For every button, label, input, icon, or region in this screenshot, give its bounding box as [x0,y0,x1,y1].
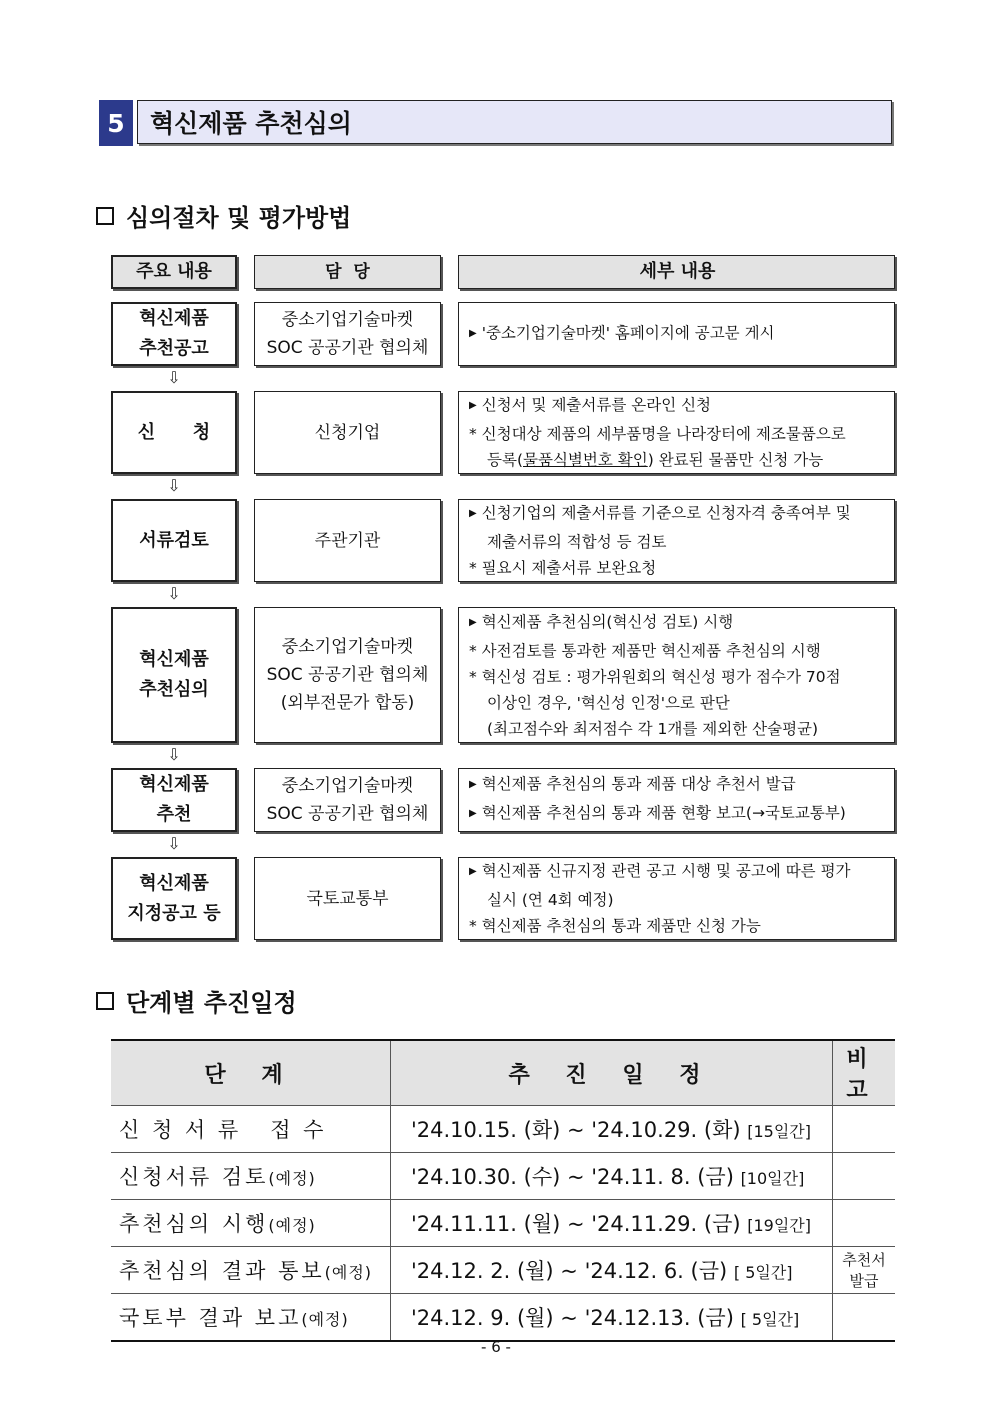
flow-detail-line [469,392,886,421]
schedule-header-remark: 비 고 [833,1040,896,1106]
schedule-date-cell [391,1153,833,1200]
schedule-date-text: '24.10.15. (화) ~ '24.10.29. (화) [411,1118,748,1142]
flow-owner-box [254,857,441,940]
schedule-header-row [111,1040,895,1106]
detail-text: * 필요시 제출서류 보완요청 [469,559,657,577]
flow-owner-line: SOC 공공기관 협의체 [266,665,429,685]
detail-text: 혁신제품 신규지정 관련 공고 시행 및 공고에 따른 평가 [481,862,851,880]
detail-text: * 혁신제품 추천심의 통과 제품만 신청 가능 [469,917,761,935]
schedule-stage-note: (예정) [301,1310,349,1329]
checkbox-square-icon [96,992,114,1010]
bullet-triangle-icon: ▶ [469,779,477,790]
flow-stage-box [111,499,237,582]
schedule-duration-text: [ 5일간] [740,1310,800,1329]
down-arrow-icon: ⇩ [167,584,181,603]
schedule-stage-cell [111,1153,391,1200]
flow-detail-line [469,690,886,716]
flow-detail-box [458,768,895,832]
detail-text: 실시 (연 4회 예정) [487,891,614,909]
schedule-date-text: '24.10.30. (수) ~ '24.11. 8. (금) [411,1165,741,1189]
schedule-stage-text: 국토부 결과 보고 [119,1306,302,1330]
flow-owner-line: 중소기업기술마켓 [281,310,414,330]
flow-detail-line [469,800,886,829]
flow-stage-line: 추천 [156,804,192,825]
detail-text: 신청서 및 제출서류를 온라인 신청 [481,396,712,414]
schedule-header-date: 추 진 일 정 [391,1040,833,1106]
detail-text: * 신청대상 제품의 세부품명을 나라장터에 제조물품으로 [469,425,846,443]
schedule-date-cell [391,1106,833,1153]
schedule-date-cell [391,1294,833,1342]
flow-detail-line [469,447,886,473]
schedule-table [111,1039,895,1342]
schedule-remark-cell [833,1200,896,1247]
detail-text: * 혁신성 검토 : 평가위원회의 혁신성 평가 점수가 70점 [469,667,841,686]
schedule-duration-text: [10일간] [740,1169,805,1188]
bullet-triangle-icon: ▶ [469,400,477,411]
page-number: - 6 - [481,1338,511,1356]
flow-stage-line: 지정공고 등 [127,902,221,924]
schedule-stage-note: (예정) [268,1169,316,1188]
flow-stage-line: 혁신제품 [139,872,209,894]
flow-detail-box [458,391,895,474]
subheading-procedure [96,198,351,233]
flow-header-main: 주요 내용 [111,255,237,289]
flow-stage-line: 추천심의 [139,679,209,700]
detail-text: '중소기업기술마켓' 홈페이지에 공고문 게시 [481,323,775,342]
schedule-header-stage: 단 계 [111,1040,391,1106]
schedule-row [111,1247,895,1294]
down-arrow-icon: ⇩ [167,476,181,495]
flow-detail-line [469,500,886,529]
section-number: 5 [99,100,133,146]
schedule-stage-text: 추천심의 시행 [119,1212,269,1236]
flow-detail-box [458,499,895,582]
down-arrow-icon: ⇩ [167,368,181,387]
schedule-stage-note: (예정) [268,1216,316,1235]
down-arrow-icon: ⇩ [167,834,181,853]
bullet-triangle-icon: ▶ [469,866,477,877]
flow-detail-line [469,638,886,664]
schedule-remark-cell [833,1153,896,1200]
flow-detail-line [469,421,886,447]
schedule-date-text: '24.12. 9. (월) ~ '24.12.13. (금) [411,1306,741,1330]
bullet-triangle-icon: ▶ [469,808,477,819]
subheading-schedule [96,983,297,1018]
flow-stage-box [111,302,237,366]
flow-stage-line: 신 청 [137,421,211,443]
schedule-duration-text: [ 5일간] [733,1263,793,1282]
schedule-stage-text: 신 청 서 류 접 수 [119,1118,327,1142]
flow-detail-line [469,858,886,887]
schedule-row [111,1200,895,1247]
schedule-stage-text: 추천심의 결과 통보 [119,1259,325,1283]
schedule-duration-text: [15일간] [747,1122,812,1141]
detail-text: 제출서류의 적합성 등 검토 [487,533,667,551]
schedule-stage-cell [111,1247,391,1294]
flow-stage-line: 혁신제품 [139,649,209,670]
flow-stage-line: 혁신제품 [139,308,209,329]
schedule-row [111,1106,895,1153]
flow-owner-line: 국토교통부 [306,888,389,909]
flow-owner-box [254,302,441,366]
detail-text: 혁신제품 추천심의 통과 제품 현황 보고(→국토교통부) [481,804,846,822]
detail-text: 신청기업의 제출서류를 기준으로 신청자격 충족여부 및 [481,504,851,522]
flow-owner-box [254,499,441,582]
flow-detail-line [469,320,886,349]
flow-stage-line: 서류검토 [139,529,209,551]
flow-owner-line: SOC 공공기관 협의체 [266,338,429,358]
flow-owner-box [254,768,441,832]
schedule-remark-cell: 추천서 발급 [833,1247,896,1294]
flow-owner-line: SOC 공공기관 협의체 [266,804,429,824]
section-title: 혁신제품 추천심의 [137,100,892,144]
schedule-remark-cell [833,1294,896,1342]
flow-stage-box [111,607,237,743]
flow-owner-line: 주관기관 [314,530,381,551]
flow-detail-line [469,609,886,638]
detail-text: ) 완료된 물품만 신청 가능 [647,451,824,469]
schedule-duration-text: [19일간] [747,1216,812,1235]
flow-detail-line [469,555,886,581]
flow-owner-line: (외부전문가 합동) [280,693,415,713]
flow-header-detail: 세부 내용 [458,255,895,289]
detail-text: 혁신제품 추천심의 통과 제품 대상 추천서 발급 [481,775,796,793]
bullet-triangle-icon: ▶ [469,327,477,339]
flow-owner-box [254,607,441,743]
flow-stage-box [111,768,237,832]
flow-detail-line [469,771,886,800]
flow-detail-box [458,302,895,366]
down-arrow-icon: ⇩ [167,745,181,764]
schedule-stage-text: 신청서류 검토 [119,1165,269,1189]
detail-underlined-text: 물품식별번호 확인 [523,451,648,469]
flow-owner-line: 중소기업기술마켓 [281,637,414,657]
schedule-row [111,1153,895,1200]
schedule-date-text: '24.11.11. (월) ~ '24.11.29. (금) [411,1212,748,1236]
flow-detail-line [469,529,886,555]
flow-stage-box [111,857,237,940]
flow-detail-box [458,857,895,940]
detail-text: * 사전검토를 통과한 제품만 혁신제품 추천심의 시행 [469,641,821,660]
flow-stage-box [111,391,237,474]
flow-detail-line [469,887,886,913]
subheading-text: 심의절차 및 평가방법 [126,203,352,232]
schedule-stage-note: (예정) [324,1263,373,1282]
checkbox-square-icon [96,207,114,225]
schedule-date-text: '24.12. 2. (월) ~ '24.12. 6. (금) [411,1259,734,1283]
detail-text: 이상인 경우, '혁신성 인정'으로 판단 [487,693,730,712]
flow-stage-line: 혁신제품 [139,774,209,795]
subheading-text: 단계별 추진일정 [126,988,297,1017]
flow-owner-box [254,391,441,474]
bullet-triangle-icon: ▶ [469,616,477,628]
detail-text: 등록( [487,451,523,469]
flow-detail-line [469,664,886,690]
detail-text: (최고점수와 최저점수 각 1개를 제외한 산술평균) [487,719,819,738]
detail-text: 혁신제품 추천심의(혁신성 검토) 시행 [481,612,734,631]
flow-detail-box [458,607,895,743]
schedule-stage-cell [111,1200,391,1247]
schedule-row [111,1294,895,1342]
schedule-remark-cell [833,1106,896,1153]
schedule-date-cell [391,1200,833,1247]
flow-detail-line [469,913,886,939]
flow-stage-line: 추천공고 [139,338,209,359]
bullet-triangle-icon: ▶ [469,508,477,519]
flow-detail-line [469,716,886,742]
flow-owner-line: 중소기업기술마켓 [281,776,414,796]
schedule-stage-cell [111,1294,391,1342]
flow-owner-line: 신청기업 [314,422,381,443]
schedule-stage-cell [111,1106,391,1153]
flow-header-owner: 담 당 [254,255,441,289]
schedule-date-cell [391,1247,833,1294]
